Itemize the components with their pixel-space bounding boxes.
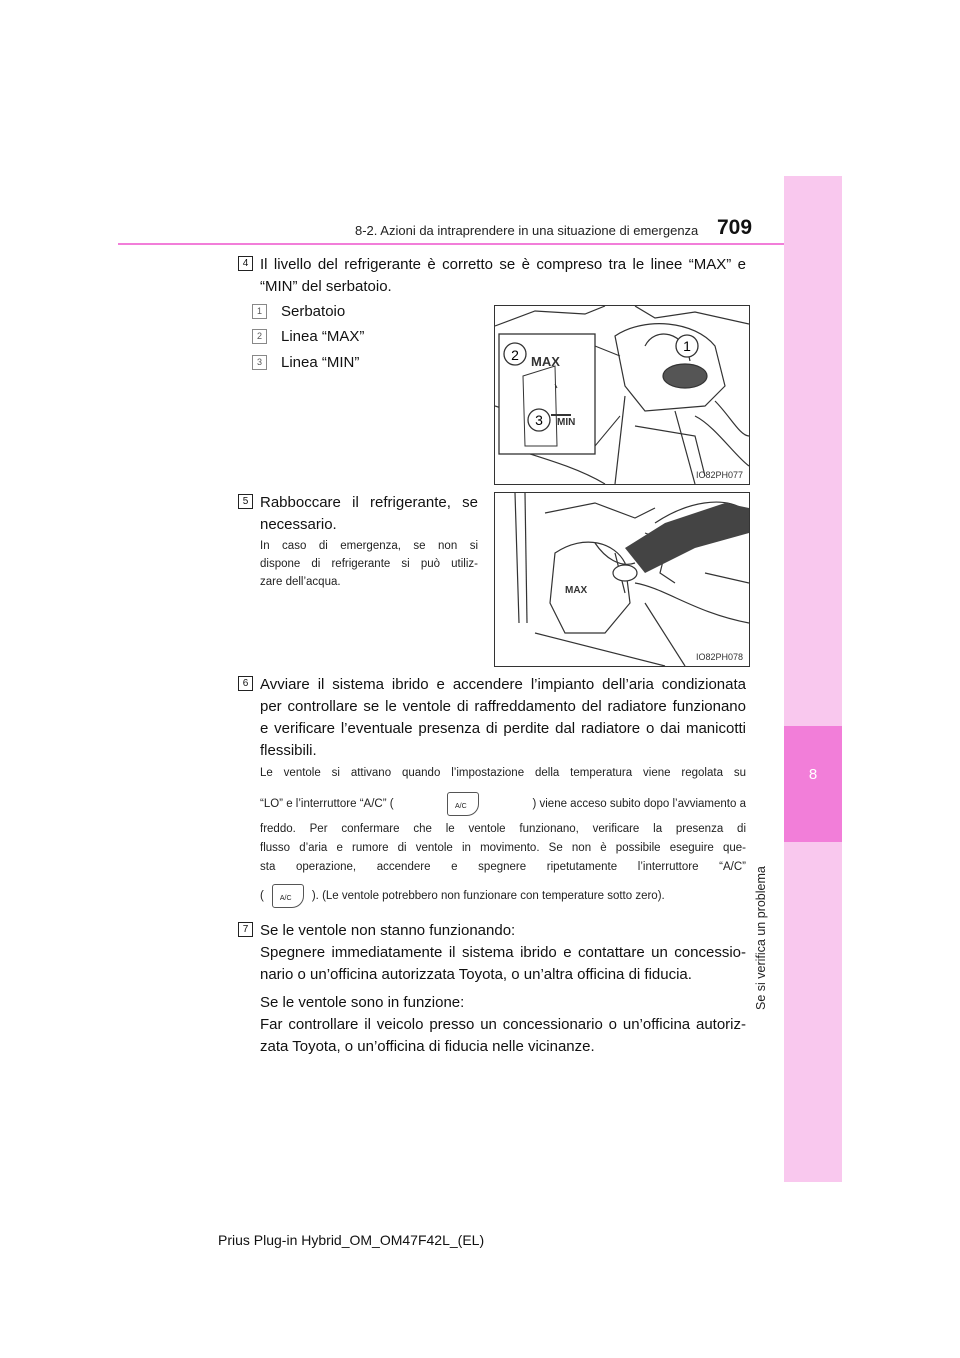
ac-switch-label: A/C: [455, 803, 467, 810]
legend-2-label: Linea “MAX”: [281, 328, 365, 345]
step-5-note-line1: In caso di emergenza, se non si: [260, 540, 478, 552]
chapter-number: 8: [808, 766, 818, 783]
step-5-marker: 5: [238, 494, 253, 509]
step-5-text-line2: necessario.: [260, 516, 337, 533]
chapter-label: Se si verifica un problema: [754, 866, 768, 1010]
step-7-text-line3: nario o un’officina autorizzata Toyota, o un’altra officina di fiducia.: [260, 966, 692, 983]
step-7-text-line5: Far controllare il veicolo presso un concessionario o un’officina autoriz-: [260, 1016, 746, 1033]
refill-coolant-figure: [494, 492, 750, 667]
section-title: 8-2. Azioni da intraprendere in una situazione di emergenza: [355, 223, 699, 238]
step-6-note-line6: [260, 884, 665, 908]
callout-2-label: 2: [511, 347, 519, 363]
step-5-note-line3: zare dell’acqua.: [260, 576, 341, 588]
step-6-text-line1: Avviare il sistema ibrido e accendere l’impianto dell’aria condizionata: [260, 676, 746, 693]
ac-switch-icon: [447, 792, 479, 816]
step-5-note-line2: dispone di refrigerante si può utiliz-: [260, 558, 478, 570]
min-line-label: MIN: [557, 417, 576, 428]
step-4-marker: 4: [238, 256, 253, 271]
step-6-note-line2-b: ) viene acceso subito dopo l’avviamento a: [532, 798, 746, 810]
ac-switch-label-2: A/C: [279, 895, 292, 902]
legend-3-marker: 3: [252, 355, 267, 370]
legend-1-label: Serbatoio: [281, 303, 346, 320]
step-4-text-line2: “MIN” del serbatoio.: [260, 278, 392, 295]
step-4-text-line1: Il livello del refrigerante è corretto se è compreso tra le linee “MAX” e: [260, 256, 746, 273]
step-6-note-line6-b: ). (Le ventole potrebbero non funzionare con temperature sotto zero).: [311, 890, 665, 902]
step-6-note-line2-a: “LO” e l’interruttore “A/C” (: [260, 798, 394, 810]
engine-bay-illustration: [495, 306, 749, 484]
step-6-text-line2: per controllare se le ventole di raffreddamento del radiatore funzionano: [260, 698, 746, 715]
step-6-note-line4: flusso d’aria e rumore di ventole in movimento. Se non è possibile eseguire que-: [260, 842, 746, 854]
step-6-text-line3: e verificare l’eventuale presenza di perdite dal radiatore o dai manicotti: [260, 720, 746, 737]
chapter-tab-highlight: [784, 726, 842, 842]
step-6-text-line4: flessibili.: [260, 742, 317, 759]
coolant-reservoir-figure: [494, 305, 750, 485]
figure-2-max-label: MAX: [565, 585, 588, 596]
legend-1-marker: 1: [252, 304, 267, 319]
chapter-side-tab: [784, 176, 842, 1182]
callout-1-label: 1: [683, 338, 691, 354]
step-6-note-line6-a: (: [260, 890, 264, 902]
figure-code-2: IO82PH078: [695, 652, 743, 662]
page-number: 709: [717, 216, 753, 239]
legend-3-label: Linea “MIN”: [281, 354, 360, 371]
step-6-note-line3: freddo. Per confermare che le ventole funzionano, verificare la presenza di: [260, 823, 746, 835]
footer-manual-id: Prius Plug-in Hybrid_OM_OM47F42L_(EL): [218, 1232, 485, 1248]
max-line-label: MAX: [531, 354, 560, 369]
step-7-text-line2: Spegnere immediatamente il sistema ibrido e contattare un concessio-: [260, 944, 746, 961]
step-5-text-line1: Rabboccare il refrigerante, se: [260, 494, 478, 511]
step-7-text-line1: Se le ventole non stanno funzionando:: [260, 922, 516, 939]
step-6-note-line2: [260, 792, 746, 816]
step-7-text-line4: Se le ventole sono in funzione:: [260, 994, 465, 1011]
refill-illustration: [495, 493, 749, 666]
figure-code-1: IO82PH077: [695, 470, 743, 480]
header-rule: [118, 243, 784, 245]
step-6-note-line1: Le ventole si attivano quando l’impostazione della temperatura viene regolata su: [260, 767, 746, 779]
ac-switch-icon-2: [272, 884, 304, 908]
step-6-note-line5: sta operazione, accendere e spegnere ripetutamente l’interruttore “A/C”: [260, 861, 746, 873]
step-6-marker: 6: [238, 676, 253, 691]
legend-2-marker: 2: [252, 329, 267, 344]
step-7-text-line6: zata Toyota, o un’officina di fiducia nelle vicinanze.: [260, 1038, 595, 1055]
step-7-marker: 7: [238, 922, 253, 937]
callout-3-label: 3: [535, 412, 543, 428]
